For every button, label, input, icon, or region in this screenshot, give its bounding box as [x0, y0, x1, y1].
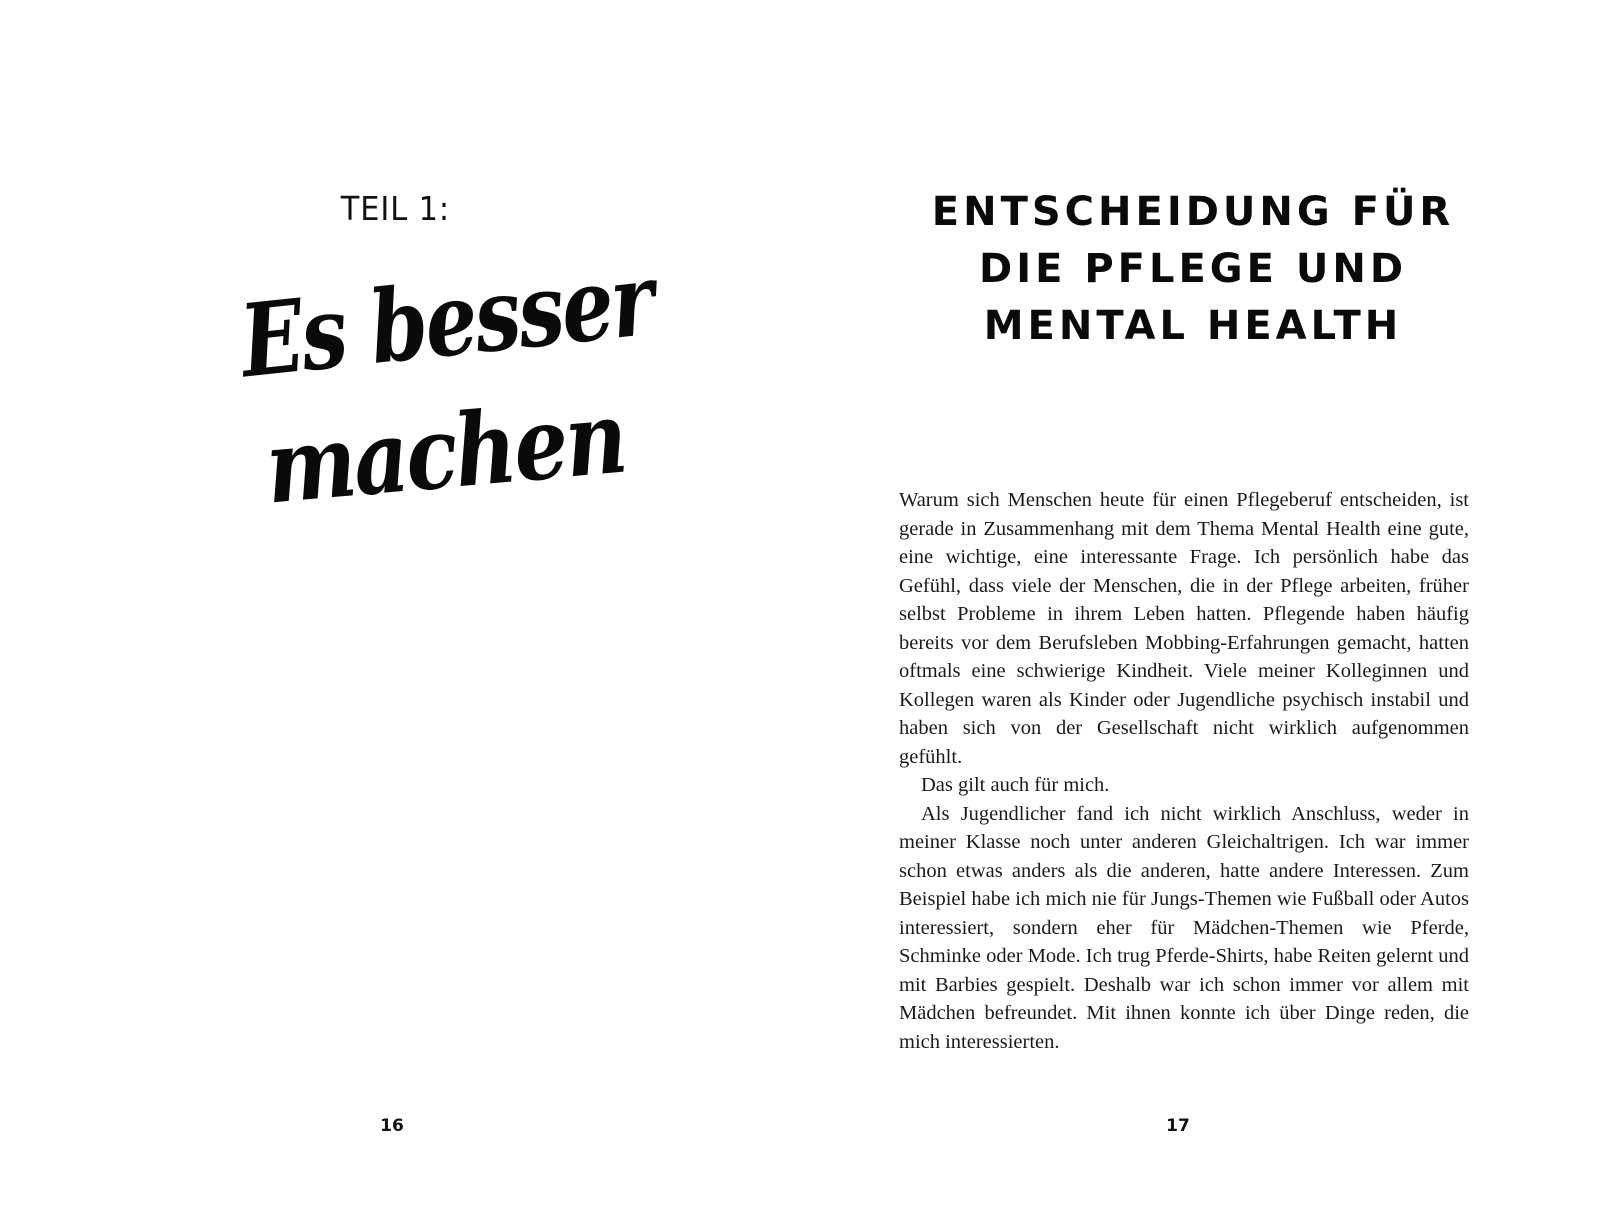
- part-title-line-2: machen: [261, 377, 630, 527]
- paragraph-3: Als Jugendlicher fand ich nicht wirklich Anschluss, weder in meiner Klasse noch unter anderen Gleichaltrigen. Ich war immer schon etwas anders als die anderen, hatte andere Interessen. Zum Beispiel habe ich mich nie für Jungs-Themen wie Fußball oder Autos interessiert, sondern eher für Mädchen-Themen wie Pferde, Schminke oder Mode. Ich trug Pferde-Shirts, habe Reiten gelernt und mit Barbies gespielt. Deshalb war ich schon immer vor allem mit Mädchen befreundet. Mit ihnen konnte ich über Dinge reden, die mich interessierten.: [899, 802, 1469, 1053]
- paragraph-2: Das gilt auch für mich.: [921, 774, 1110, 796]
- page-number-left: 16: [380, 1116, 404, 1136]
- page-number-right: 17: [1166, 1116, 1190, 1136]
- paragraph-1: Warum sich Menschen heute für einen Pflegeberuf entscheiden, ist gerade in Zusammenhang mit dem Thema Mental Health eine gute, eine wichtige, eine interessante Frage. Ich persönlich habe das Gefühl, dass viele der Menschen, die in der Pflege arbeiten, früher selbst Probleme in ihrem Leben hatten. Pflegende haben häufig bereits vor dem Berufsleben Mobbing-Erfahrungen gemacht, hatten oftmals eine schwierige Kindheit. Viele meiner Kolleginnen und Kollegen waren als Kinder oder Jugendliche psychisch instabil und haben sich von der Gesellschaft nicht wirklich aufgenommen gefühlt.: [899, 489, 1469, 768]
- right-page: [803, 0, 1606, 1211]
- body-text: [899, 486, 1469, 1056]
- part-label: TEIL 1:: [340, 189, 450, 228]
- part-title-line-1: Es besser: [235, 239, 658, 401]
- chapter-heading: ENTSCHEIDUNG FÜR DIE PFLEGE UND MENTAL HEALTH: [931, 189, 1455, 349]
